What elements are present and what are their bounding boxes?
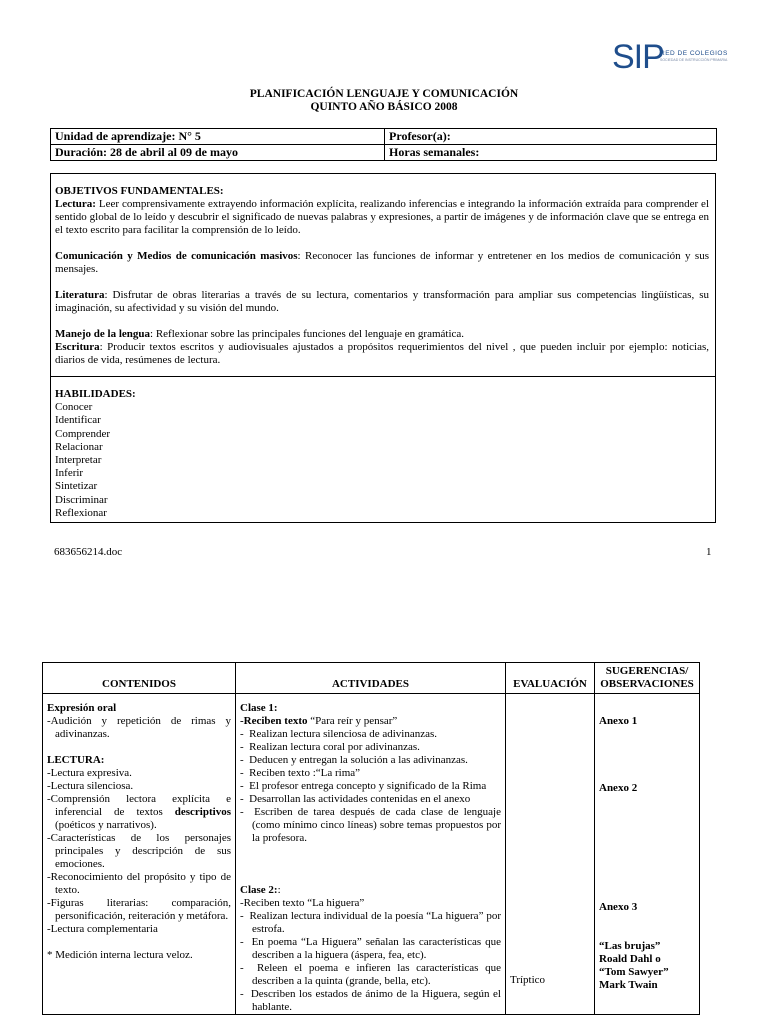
list-item: - El profesor entrega concepto y significado de la Rima: [240, 780, 487, 792]
list-item: - Realizan lectura coral por adivinanzas.: [240, 741, 420, 753]
objetivos-box: [50, 173, 716, 523]
planning-table: [42, 662, 700, 1015]
list-item: -Comprensión lectora explícita e inferencial de textos descriptivos (poéticos y narrativos).: [47, 793, 231, 831]
header-evaluacion: EVALUACIÓN: [506, 663, 595, 694]
list-item: -Reciben texto “La higuera”: [240, 897, 365, 909]
info-table: [50, 128, 717, 161]
contenidos-cell: [43, 694, 236, 1015]
list-item: - Escriben de tarea después de cada clase de lenguaje (como mínimo cinco líneas) sobre temas propuestos por la profesora.: [240, 806, 501, 844]
footer-filename: 683656214.doc: [54, 546, 123, 558]
list-item: -Lectura complementaria: [47, 923, 158, 935]
list-item: -Lectura silenciosa.: [47, 780, 134, 792]
list-item: -Audición y repetición de rimas y adivinanzas.: [47, 715, 231, 740]
list-item: - Reciben texto :“La rima”: [240, 767, 361, 779]
divider: [51, 376, 715, 377]
list-item: - Deducen y entregan la solución a las adivinanzas.: [240, 754, 468, 766]
profesor-cell: Profesor(a):: [385, 129, 717, 145]
duracion-cell: Duración: 28 de abril al 09 de mayo: [51, 145, 385, 161]
habilidad-item: Comprender: [55, 427, 110, 440]
sip-logo: [612, 38, 728, 76]
obj-lectura: Lectura: Leer comprensivamente extrayendo información explícita, realizando inferencias e integrando la información extraída para comprender el sentido global de lo leído y descubrir el significado de nuevas palabras y expresiones, a partir de imágenes y de información clave que se entrega en el texto escrito para facilitar la comprensión de lo leído.: [55, 198, 709, 236]
habilidades-section: [55, 388, 705, 520]
list-item: -Figuras literarias: comparación, personificación, reiteración y metáfora.: [47, 897, 231, 922]
lectura-heading: LECTURA:: [47, 754, 105, 766]
habilidad-item: Discriminar: [55, 493, 108, 506]
anexo-2: Anexo 2: [599, 782, 638, 794]
horas-cell: Horas semanales:: [385, 145, 717, 161]
table-header-row: [43, 663, 700, 694]
list-item: -Características de los personajes principales y descripción de sus emociones.: [47, 832, 231, 870]
list-item: - Realizan lectura silenciosa de adivinanzas.: [240, 728, 438, 740]
logo-line2: SOCIEDAD DE INSTRUCCIÓN PRIMARIA: [660, 58, 728, 62]
anexo-3: Anexo 3: [599, 901, 638, 913]
list-item: - Releen el poema e infieren las características que describen a la quinta (grande, bella, etc).: [240, 962, 501, 987]
obj-escritura: Escritura: Producir textos escritos y audiovisuales ajustados a propósitos requerimientos del nivel , que pueden incluir por ejemplo: noticias, diarios de vida, resúmenes de lectura.: [55, 341, 709, 366]
anexo-1: Anexo 1: [599, 715, 638, 727]
habilidades-heading: HABILIDADES:: [55, 388, 136, 400]
list-item: -Lectura expresiva.: [47, 767, 132, 779]
actividades-cell: [236, 694, 506, 1015]
list-item: - Describen los estados de ánimo de la Higuera, según el hablante.: [240, 988, 501, 1013]
document-title: PLANIFICACIÓN LENGUAJE Y COMUNICACIÓN: [249, 88, 519, 100]
objetivos-section: [55, 185, 709, 367]
list-item: -Reconocimiento del propósito y tipo de texto.: [47, 871, 231, 896]
habilidad-item: Inferir: [55, 467, 84, 480]
habilidad-item: Reflexionar: [55, 506, 107, 519]
habilidad-item: Identificar: [55, 414, 101, 427]
logo-line1: RED DE COLEGIOS: [660, 50, 728, 57]
obj-literatura: Literatura: Disfrutar de obras literarias a través de su lectura, comentarios y transformación para ampliar sus competencias lingüísticas, su imaginación, su afectividad y su visión del mundo.: [55, 289, 709, 314]
header-contenidos: CONTENIDOS: [43, 663, 236, 694]
footer-page-number: 1: [706, 546, 712, 558]
libro-1: “Las brujas”: [599, 940, 661, 952]
habilidad-item: Interpretar: [55, 453, 102, 466]
habilidad-item: Sintetizar: [55, 480, 98, 493]
evaluacion-cell: [506, 694, 595, 1015]
list-item: - Desarrollan las actividades contenidas en el anexo: [240, 793, 471, 805]
obj-comunicacion: Comunicación y Medios de comunicación masivos: Reconocer las funciones de informar y entretener en los medios de comunicación y sus mensajes.: [55, 250, 709, 275]
header-sugerencias: SUGERENCIAS/ OBSERVACIONES: [595, 663, 700, 694]
evaluacion-triptico: Tríptico: [510, 974, 546, 986]
sugerencias-cell: [595, 694, 700, 1015]
clase2-heading: Clase 2::: [240, 884, 281, 896]
habilidad-item: Conocer: [55, 401, 93, 414]
medicion-note: * Medición interna lectura veloz.: [47, 949, 193, 961]
info-row: [51, 145, 717, 161]
habilidad-item: Relacionar: [55, 440, 103, 453]
table-row: [43, 694, 700, 1015]
logo-text: SIP: [612, 38, 664, 76]
objetivos-heading: OBJETIVOS FUNDAMENTALES:: [55, 185, 224, 197]
autor-2: Mark Twain: [599, 979, 658, 991]
clase1-heading: Clase 1:: [240, 702, 278, 714]
list-item: - En poema “La Higuera” señalan las características que describen a la higuera (áspera, fea, etc).: [240, 936, 501, 961]
info-row: [51, 129, 717, 145]
list-item: - Realizan lectura individual de la poesía “La higuera” por estrofa.: [240, 910, 501, 935]
header-actividades: ACTIVIDADES: [236, 663, 506, 694]
obj-manejo: Manejo de la lengua: Reflexionar sobre las principales funciones del lenguaje en gramática.: [55, 328, 465, 340]
list-item: -Reciben texto “Para reír y pensar”: [240, 715, 398, 727]
document-subtitle: QUINTO AÑO BÁSICO 2008: [310, 101, 458, 113]
expresion-heading: Expresión oral: [47, 702, 117, 714]
unidad-cell: Unidad de aprendizaje: N° 5: [51, 129, 385, 145]
autor-1: Roald Dahl o: [599, 953, 661, 965]
libro-2: “Tom Sawyer”: [599, 966, 669, 978]
